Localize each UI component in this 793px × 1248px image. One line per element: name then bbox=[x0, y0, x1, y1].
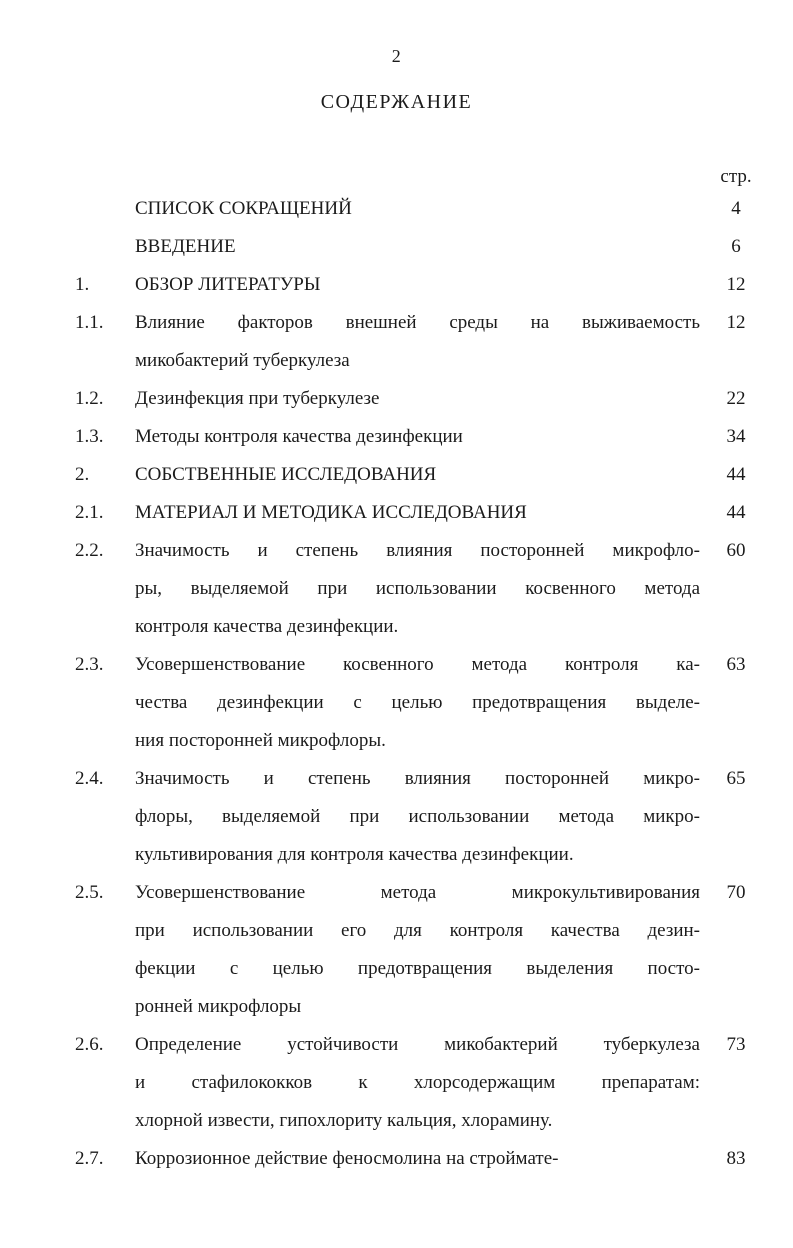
toc-entry bbox=[75, 1140, 772, 1178]
toc-entry bbox=[75, 646, 772, 760]
toc-entry-number: 1.1. bbox=[75, 312, 104, 333]
toc-entry-title bbox=[135, 494, 700, 532]
toc-entry-line: Дезинфекция при туберкулезе bbox=[135, 388, 380, 409]
column-header-spacer bbox=[75, 166, 700, 188]
toc-entry bbox=[75, 418, 772, 456]
toc-entry-number: 2.6. bbox=[75, 1034, 104, 1055]
toc-entry-page: 70 bbox=[726, 882, 746, 903]
toc-entry-number: 1. bbox=[75, 274, 90, 295]
toc-entry-title bbox=[135, 532, 700, 646]
toc-entry bbox=[75, 190, 772, 228]
toc-entry-line: Методы контроля качества дезинфекции bbox=[135, 426, 463, 447]
toc-entry bbox=[75, 532, 772, 646]
column-header-row bbox=[0, 166, 793, 188]
toc-entry-title bbox=[135, 456, 700, 494]
toc-entry bbox=[75, 760, 772, 874]
toc-entry-line: фекции с целью предотвращения выделения посто- bbox=[135, 958, 700, 979]
toc-entry-line: СОБСТВЕННЫЕ ИССЛЕДОВАНИЯ bbox=[135, 464, 437, 485]
toc-entry-page: 83 bbox=[726, 1148, 746, 1169]
toc-entry-page: 44 bbox=[726, 464, 746, 485]
toc-entry-line: Коррозионное действие феносмолина на строймате- bbox=[135, 1148, 559, 1169]
toc-entry-page: 4 bbox=[731, 198, 741, 219]
page-number: 2 bbox=[391, 46, 402, 66]
toc-entry-title bbox=[135, 266, 700, 304]
page-column-header: стр. bbox=[720, 166, 752, 187]
toc-entry-title bbox=[135, 646, 700, 760]
toc-entry-line: хлорной извести, гипохлориту кальция, хлорамину. bbox=[135, 1110, 553, 1131]
toc-entry-line: флоры, выделяемой при использовании метода микро- bbox=[135, 806, 700, 827]
toc-entry bbox=[75, 266, 772, 304]
toc-entry-line: при использовании его для контроля качества дезин- bbox=[135, 920, 700, 941]
toc-entry-line: Значимость и степень влияния посторонней микрофло- bbox=[135, 540, 700, 561]
toc-entry-line: ния посторонней микрофлоры. bbox=[135, 730, 386, 751]
toc-entry bbox=[75, 874, 772, 1026]
toc-entry bbox=[75, 1026, 772, 1140]
toc-entry-line: СПИСОК СОКРАЩЕНИЙ bbox=[135, 198, 352, 219]
toc-entry-title bbox=[135, 418, 700, 456]
toc-entry-page: 6 bbox=[731, 236, 741, 257]
toc-entry bbox=[75, 304, 772, 380]
toc-entry-number: 2.1. bbox=[75, 502, 104, 523]
toc-entry bbox=[75, 494, 772, 532]
toc-entry-number: 2.2. bbox=[75, 540, 104, 561]
toc-list bbox=[0, 190, 793, 1178]
toc-entry-number: 2.4. bbox=[75, 768, 104, 789]
toc-entry-line: Значимость и степень влияния посторонней микро- bbox=[135, 768, 700, 789]
toc-entry-page: 12 bbox=[726, 274, 746, 295]
toc-entry-line: Определение устойчивости микобактерий туберкулеза bbox=[135, 1034, 700, 1055]
page-title: СОДЕРЖАНИЕ bbox=[320, 91, 473, 113]
toc-entry-title bbox=[135, 304, 700, 380]
toc-entry-line: Влияние факторов внешней среды на выживаемость bbox=[135, 312, 700, 333]
toc-entry bbox=[75, 380, 772, 418]
toc-entry bbox=[75, 456, 772, 494]
toc-entry-line: ВВЕДЕНИЕ bbox=[135, 236, 236, 257]
toc-entry-line: и стафилококков к хлорсодержащим препаратам: bbox=[135, 1072, 700, 1093]
toc-entry-number: 1.2. bbox=[75, 388, 104, 409]
toc-entry-title bbox=[135, 874, 700, 1026]
toc-entry-title bbox=[135, 1140, 700, 1178]
toc-entry-number: 2.3. bbox=[75, 654, 104, 675]
toc-entry-line: микобактерий туберкулеза bbox=[135, 350, 350, 371]
toc-entry-title bbox=[135, 380, 700, 418]
toc-entry-title bbox=[135, 1026, 700, 1140]
toc-entry-page: 60 bbox=[726, 540, 746, 561]
toc-entry-line: культивирования для контроля качества дезинфекции. bbox=[135, 844, 574, 865]
toc-entry-page: 73 bbox=[726, 1034, 746, 1055]
toc-entry-line: Усовершенствование метода микрокультивирования bbox=[135, 882, 700, 903]
toc-entry-page: 34 bbox=[726, 426, 746, 447]
toc-entry-title bbox=[135, 228, 700, 266]
toc-entry-page: 44 bbox=[726, 502, 746, 523]
toc-entry-number: 2.7. bbox=[75, 1148, 104, 1169]
toc-entry-line: МАТЕРИАЛ И МЕТОДИКА ИССЛЕДОВАНИЯ bbox=[135, 502, 527, 523]
toc-entry-number: 1.3. bbox=[75, 426, 104, 447]
toc-entry-line: Усовершенствование косвенного метода контроля ка- bbox=[135, 654, 700, 675]
toc-entry-number: 2. bbox=[75, 464, 90, 485]
toc-entry-line: чества дезинфекции с целью предотвращения выделе- bbox=[135, 692, 700, 713]
toc-entry-number: 2.5. bbox=[75, 882, 104, 903]
toc-entry-page: 22 bbox=[726, 388, 746, 409]
toc-entry-title bbox=[135, 760, 700, 874]
toc-entry-page: 63 bbox=[726, 654, 746, 675]
toc-entry-page: 65 bbox=[726, 768, 746, 789]
toc-entry-line: контроля качества дезинфекции. bbox=[135, 616, 399, 637]
toc-entry bbox=[75, 228, 772, 266]
toc-entry-line: ОБЗОР ЛИТЕРАТУРЫ bbox=[135, 274, 321, 295]
toc-entry-line: ронней микрофлоры bbox=[135, 996, 302, 1017]
toc-entry-line: ры, выделяемой при использовании косвенного метода bbox=[135, 578, 700, 599]
toc-entry-title bbox=[135, 190, 700, 228]
toc-entry-page: 12 bbox=[726, 312, 746, 333]
